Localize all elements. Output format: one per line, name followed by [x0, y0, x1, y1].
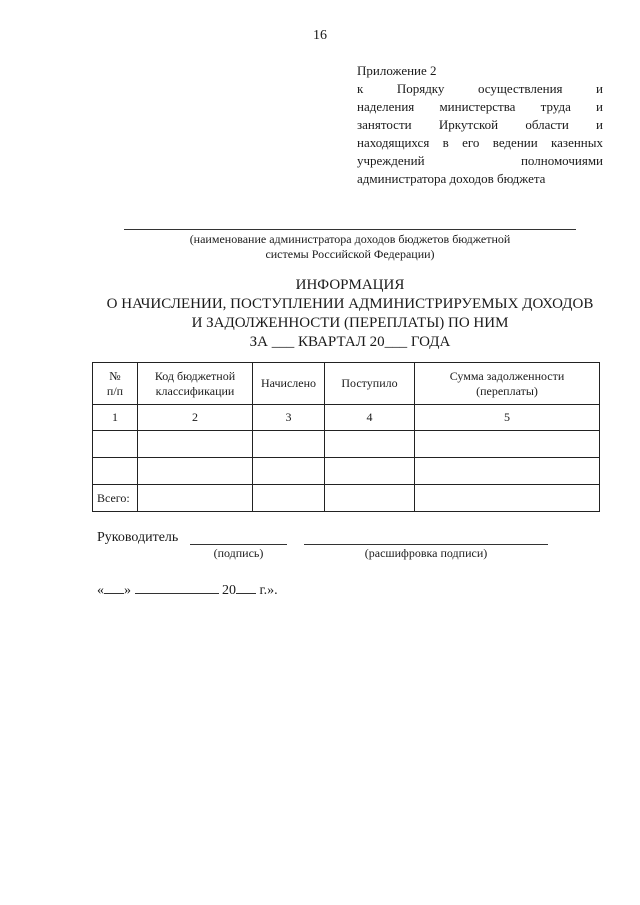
document-subtitle: О НАЧИСЛЕНИИ, ПОСТУПЛЕНИИ АДМИНИСТРИРУЕМЫХ ДОХОДОВ	[106, 296, 594, 312]
signature-line	[190, 544, 287, 545]
table-row	[93, 431, 600, 458]
column-header-received: Поступило	[325, 363, 415, 405]
administrator-caption-line: системы Российской Федерации)	[265, 247, 435, 261]
column-number: 2	[138, 405, 253, 431]
column-header-debt: Сумма задолженности (переплаты)	[415, 363, 600, 405]
appendix-line: наделения министерства труда и	[357, 99, 603, 114]
column-number: 1	[93, 405, 138, 431]
year-blank	[236, 580, 256, 594]
column-header-budget-code: Код бюджетной классификации	[138, 363, 253, 405]
day-blank	[104, 580, 124, 594]
signature-decode-line	[304, 544, 548, 545]
table-header-row	[93, 363, 600, 405]
table-cell	[415, 485, 600, 512]
table-cell	[253, 458, 325, 485]
table-total-row	[93, 485, 600, 512]
appendix-block	[357, 62, 603, 188]
column-header-accrued: Начислено	[253, 363, 325, 405]
date-suffix: г.».	[259, 583, 278, 598]
table-cell	[253, 485, 325, 512]
appendix-title: Приложение 2	[357, 63, 437, 78]
table-numbering-row	[93, 405, 600, 431]
table-cell	[138, 431, 253, 458]
table-cell	[93, 431, 138, 458]
table-cell	[325, 458, 415, 485]
table-cell	[325, 431, 415, 458]
appendix-line: находящихся в его ведении казенных	[357, 135, 603, 150]
column-number: 3	[253, 405, 325, 431]
administrator-caption	[124, 232, 576, 262]
signature-caption: (подпись)	[213, 546, 264, 560]
total-label: Всего:	[93, 485, 138, 512]
date-close-quote: »	[124, 583, 131, 598]
column-number: 4	[325, 405, 415, 431]
document-subtitle: И ЗАДОЛЖЕННОСТИ (ПЕРЕПЛАТЫ) ПО НИМ	[191, 315, 509, 331]
year-prefix: 20	[222, 583, 236, 598]
date-open-quote: «	[97, 583, 104, 598]
signature-decode-caption: (расшифровка подписи)	[364, 546, 488, 560]
table-cell	[138, 485, 253, 512]
column-number: 5	[415, 405, 600, 431]
table-row	[93, 458, 600, 485]
signature-label: Руководитель	[97, 530, 179, 545]
reporting-period: ЗА ___ КВАРТАЛ 20___ ГОДА	[249, 334, 451, 350]
table-cell	[325, 485, 415, 512]
appendix-line: к Порядку осуществления и	[357, 81, 603, 96]
page-number: 16	[313, 28, 327, 43]
administrator-name-line	[124, 229, 576, 230]
report-table	[92, 362, 600, 512]
table-cell	[253, 431, 325, 458]
appendix-line: администратора доходов бюджета	[357, 171, 546, 186]
table-cell	[93, 458, 138, 485]
column-header-number: № п/п	[93, 363, 138, 405]
appendix-line: занятости Иркутской области и	[357, 117, 603, 132]
date-field	[97, 580, 278, 599]
table-cell	[415, 458, 600, 485]
month-blank	[135, 580, 219, 594]
document-title: ИНФОРМАЦИЯ	[295, 277, 405, 293]
table-cell	[138, 458, 253, 485]
table-cell	[415, 431, 600, 458]
administrator-caption-line: (наименование администратора доходов бюджетов бюджетной	[189, 232, 511, 246]
appendix-line: учреждений полномочиями	[357, 153, 603, 168]
